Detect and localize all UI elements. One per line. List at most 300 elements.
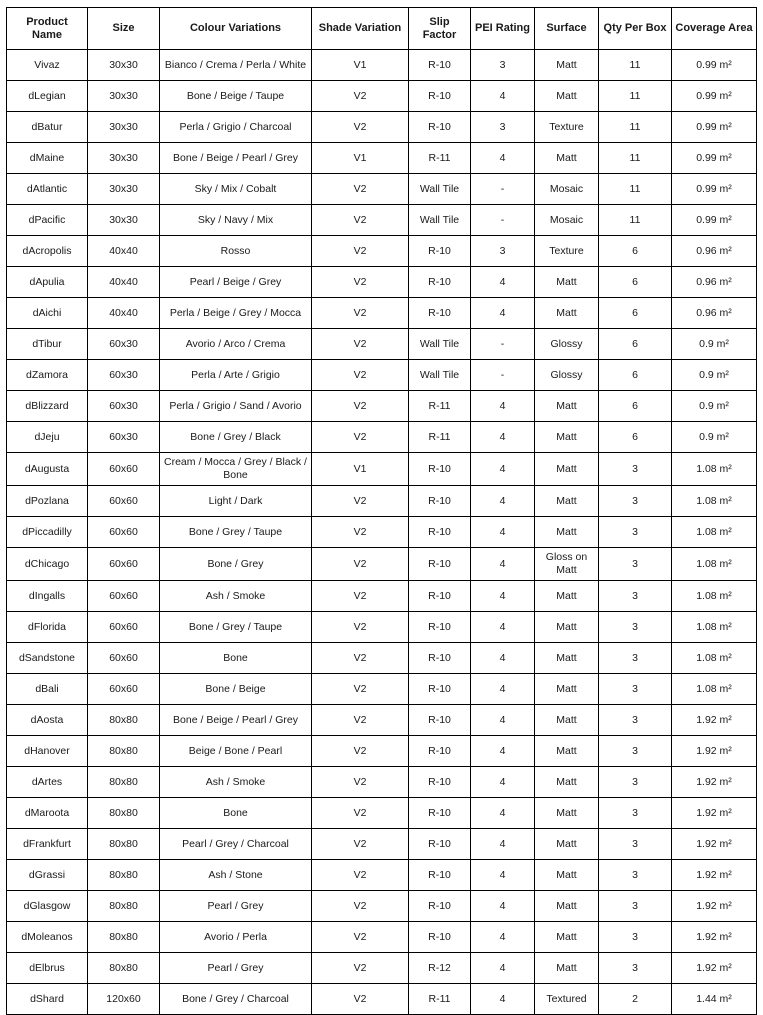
coverage-area-cell: 1.92 m²: [672, 705, 757, 736]
shade-variation-cell: V2: [312, 612, 409, 643]
coverage-area-cell: 0.96 m²: [672, 298, 757, 329]
qty-per-box-cell: 6: [599, 236, 672, 267]
qty-per-box-cell: 11: [599, 112, 672, 143]
shade-variation-cell: V2: [312, 391, 409, 422]
table-row: [7, 298, 757, 329]
surface-cell: Glossy: [535, 360, 599, 391]
colour-variations-cell: Sky / Mix / Cobalt: [160, 174, 312, 205]
surface-cell: Matt: [535, 517, 599, 548]
pei-rating-cell: 4: [471, 674, 535, 705]
shade-variation-cell: V2: [312, 984, 409, 1015]
product-name-cell: dLegian: [7, 81, 88, 112]
qty-per-box-cell: 3: [599, 891, 672, 922]
shade-variation-cell: V2: [312, 705, 409, 736]
product-name-cell: dAosta: [7, 705, 88, 736]
size-cell: 80x80: [88, 705, 160, 736]
colour-variations-cell: Pearl / Grey / Charcoal: [160, 829, 312, 860]
slip-factor-cell: R-10: [409, 453, 471, 486]
pei-rating-cell: 4: [471, 705, 535, 736]
product-name-cell: dFrankfurt: [7, 829, 88, 860]
coverage-area-cell: 0.96 m²: [672, 267, 757, 298]
slip-factor-cell: R-10: [409, 612, 471, 643]
surface-cell: Matt: [535, 612, 599, 643]
table-row: [7, 453, 757, 486]
coverage-area-cell: 1.92 m²: [672, 953, 757, 984]
pei-rating-cell: 4: [471, 391, 535, 422]
shade-variation-cell: V2: [312, 298, 409, 329]
colour-variations-cell: Pearl / Grey: [160, 891, 312, 922]
size-cell: 30x30: [88, 174, 160, 205]
surface-cell: Matt: [535, 422, 599, 453]
qty-per-box-cell: 3: [599, 453, 672, 486]
table-row: [7, 891, 757, 922]
product-name-cell: dArtes: [7, 767, 88, 798]
size-cell: 40x40: [88, 267, 160, 298]
slip-factor-cell: R-10: [409, 486, 471, 517]
table-row: [7, 517, 757, 548]
size-cell: 80x80: [88, 891, 160, 922]
shade-variation-cell: V2: [312, 360, 409, 391]
product-name-cell: dMaroota: [7, 798, 88, 829]
surface-cell: Matt: [535, 453, 599, 486]
coverage-area-cell: 1.08 m²: [672, 612, 757, 643]
slip-factor-cell: R-10: [409, 643, 471, 674]
size-cell: 30x30: [88, 205, 160, 236]
table-row: [7, 486, 757, 517]
slip-factor-cell: R-10: [409, 798, 471, 829]
coverage-area-cell: 1.08 m²: [672, 548, 757, 581]
shade-variation-cell: V2: [312, 860, 409, 891]
column-header-slip-factor: Slip Factor: [409, 8, 471, 50]
size-cell: 30x30: [88, 112, 160, 143]
coverage-area-cell: 1.92 m²: [672, 798, 757, 829]
coverage-area-cell: 0.9 m²: [672, 391, 757, 422]
pei-rating-cell: 4: [471, 453, 535, 486]
size-cell: 80x80: [88, 860, 160, 891]
pei-rating-cell: 4: [471, 143, 535, 174]
slip-factor-cell: R-10: [409, 767, 471, 798]
product-name-cell: dAichi: [7, 298, 88, 329]
surface-cell: Matt: [535, 298, 599, 329]
qty-per-box-cell: 3: [599, 953, 672, 984]
shade-variation-cell: V2: [312, 798, 409, 829]
shade-variation-cell: V2: [312, 486, 409, 517]
coverage-area-cell: 1.08 m²: [672, 643, 757, 674]
shade-variation-cell: V2: [312, 829, 409, 860]
qty-per-box-cell: 3: [599, 767, 672, 798]
pei-rating-cell: 4: [471, 829, 535, 860]
surface-cell: Matt: [535, 81, 599, 112]
surface-cell: Matt: [535, 486, 599, 517]
slip-factor-cell: R-10: [409, 736, 471, 767]
pei-rating-cell: 4: [471, 984, 535, 1015]
slip-factor-cell: R-10: [409, 517, 471, 548]
qty-per-box-cell: 11: [599, 143, 672, 174]
product-name-cell: dFlorida: [7, 612, 88, 643]
coverage-area-cell: 0.9 m²: [672, 360, 757, 391]
slip-factor-cell: R-10: [409, 236, 471, 267]
slip-factor-cell: Wall Tile: [409, 360, 471, 391]
size-cell: 120x60: [88, 984, 160, 1015]
qty-per-box-cell: 3: [599, 829, 672, 860]
colour-variations-cell: Sky / Navy / Mix: [160, 205, 312, 236]
qty-per-box-cell: 3: [599, 486, 672, 517]
slip-factor-cell: R-10: [409, 860, 471, 891]
table-row: [7, 736, 757, 767]
pei-rating-cell: 4: [471, 486, 535, 517]
shade-variation-cell: V2: [312, 236, 409, 267]
colour-variations-cell: Bone: [160, 798, 312, 829]
size-cell: 60x60: [88, 581, 160, 612]
shade-variation-cell: V2: [312, 548, 409, 581]
size-cell: 60x30: [88, 422, 160, 453]
size-cell: 80x80: [88, 829, 160, 860]
surface-cell: Matt: [535, 922, 599, 953]
table-row: [7, 953, 757, 984]
table-row: [7, 581, 757, 612]
header-row: [7, 8, 757, 50]
coverage-area-cell: 0.99 m²: [672, 174, 757, 205]
qty-per-box-cell: 3: [599, 860, 672, 891]
size-cell: 60x60: [88, 643, 160, 674]
shade-variation-cell: V2: [312, 267, 409, 298]
surface-cell: Matt: [535, 798, 599, 829]
product-spec-table: [6, 7, 757, 1015]
size-cell: 80x80: [88, 736, 160, 767]
shade-variation-cell: V2: [312, 674, 409, 705]
shade-variation-cell: V1: [312, 143, 409, 174]
colour-variations-cell: Perla / Beige / Grey / Mocca: [160, 298, 312, 329]
size-cell: 80x80: [88, 767, 160, 798]
coverage-area-cell: 1.08 m²: [672, 486, 757, 517]
table-row: [7, 643, 757, 674]
coverage-area-cell: 0.96 m²: [672, 236, 757, 267]
slip-factor-cell: R-10: [409, 81, 471, 112]
qty-per-box-cell: 3: [599, 643, 672, 674]
colour-variations-cell: Bone / Grey: [160, 548, 312, 581]
table-row: [7, 798, 757, 829]
product-name-cell: dAugusta: [7, 453, 88, 486]
size-cell: 60x60: [88, 612, 160, 643]
table-row: [7, 267, 757, 298]
shade-variation-cell: V2: [312, 922, 409, 953]
pei-rating-cell: 4: [471, 81, 535, 112]
size-cell: 60x30: [88, 360, 160, 391]
surface-cell: Matt: [535, 829, 599, 860]
product-name-cell: dPiccadilly: [7, 517, 88, 548]
product-name-cell: dAtlantic: [7, 174, 88, 205]
size-cell: 80x80: [88, 922, 160, 953]
qty-per-box-cell: 3: [599, 736, 672, 767]
shade-variation-cell: V2: [312, 643, 409, 674]
slip-factor-cell: R-11: [409, 391, 471, 422]
pei-rating-cell: 4: [471, 298, 535, 329]
table-row: [7, 860, 757, 891]
size-cell: 60x30: [88, 329, 160, 360]
coverage-area-cell: 0.99 m²: [672, 50, 757, 81]
product-name-cell: dTibur: [7, 329, 88, 360]
surface-cell: Glossy: [535, 329, 599, 360]
shade-variation-cell: V2: [312, 422, 409, 453]
shade-variation-cell: V2: [312, 581, 409, 612]
product-name-cell: dPacific: [7, 205, 88, 236]
surface-cell: Textured: [535, 984, 599, 1015]
pei-rating-cell: -: [471, 174, 535, 205]
slip-factor-cell: Wall Tile: [409, 205, 471, 236]
table-row: [7, 612, 757, 643]
table-row: [7, 50, 757, 81]
pei-rating-cell: 4: [471, 612, 535, 643]
surface-cell: Matt: [535, 267, 599, 298]
slip-factor-cell: R-10: [409, 891, 471, 922]
product-name-cell: dMaine: [7, 143, 88, 174]
table-row: [7, 329, 757, 360]
colour-variations-cell: Bone / Grey / Taupe: [160, 612, 312, 643]
qty-per-box-cell: 11: [599, 205, 672, 236]
shade-variation-cell: V1: [312, 453, 409, 486]
shade-variation-cell: V2: [312, 891, 409, 922]
surface-cell: Mosaic: [535, 174, 599, 205]
column-header-coverage-area: Coverage Area: [672, 8, 757, 50]
column-header-qty-per-box: Qty Per Box: [599, 8, 672, 50]
surface-cell: Matt: [535, 391, 599, 422]
column-header-size: Size: [88, 8, 160, 50]
table-row: [7, 705, 757, 736]
colour-variations-cell: Bone / Grey / Charcoal: [160, 984, 312, 1015]
qty-per-box-cell: 3: [599, 705, 672, 736]
coverage-area-cell: 1.92 m²: [672, 829, 757, 860]
slip-factor-cell: R-11: [409, 143, 471, 174]
product-name-cell: dBatur: [7, 112, 88, 143]
coverage-area-cell: 0.99 m²: [672, 112, 757, 143]
colour-variations-cell: Bone / Beige / Pearl / Grey: [160, 705, 312, 736]
slip-factor-cell: R-10: [409, 581, 471, 612]
coverage-area-cell: 1.92 m²: [672, 736, 757, 767]
size-cell: 60x60: [88, 453, 160, 486]
qty-per-box-cell: 3: [599, 612, 672, 643]
surface-cell: Matt: [535, 891, 599, 922]
shade-variation-cell: V2: [312, 953, 409, 984]
pei-rating-cell: 4: [471, 922, 535, 953]
product-name-cell: dGrassi: [7, 860, 88, 891]
product-name-cell: dJeju: [7, 422, 88, 453]
shade-variation-cell: V2: [312, 112, 409, 143]
qty-per-box-cell: 6: [599, 391, 672, 422]
table-row: [7, 143, 757, 174]
product-name-cell: dSandstone: [7, 643, 88, 674]
size-cell: 30x30: [88, 81, 160, 112]
coverage-area-cell: 1.08 m²: [672, 453, 757, 486]
product-name-cell: dZamora: [7, 360, 88, 391]
colour-variations-cell: Light / Dark: [160, 486, 312, 517]
size-cell: 60x60: [88, 486, 160, 517]
qty-per-box-cell: 3: [599, 798, 672, 829]
surface-cell: Matt: [535, 674, 599, 705]
surface-cell: Matt: [535, 860, 599, 891]
qty-per-box-cell: 3: [599, 517, 672, 548]
colour-variations-cell: Avorio / Perla: [160, 922, 312, 953]
surface-cell: Matt: [535, 143, 599, 174]
colour-variations-cell: Pearl / Grey: [160, 953, 312, 984]
column-header-shade-variation: Shade Variation: [312, 8, 409, 50]
table-row: [7, 674, 757, 705]
colour-variations-cell: Bianco / Crema / Perla / White: [160, 50, 312, 81]
pei-rating-cell: 4: [471, 422, 535, 453]
surface-cell: Matt: [535, 581, 599, 612]
pei-rating-cell: 4: [471, 860, 535, 891]
coverage-area-cell: 0.99 m²: [672, 143, 757, 174]
column-header-surface: Surface: [535, 8, 599, 50]
product-name-cell: dShard: [7, 984, 88, 1015]
colour-variations-cell: Perla / Arte / Grigio: [160, 360, 312, 391]
shade-variation-cell: V2: [312, 767, 409, 798]
table-row: [7, 360, 757, 391]
qty-per-box-cell: 6: [599, 422, 672, 453]
shade-variation-cell: V2: [312, 329, 409, 360]
slip-factor-cell: R-10: [409, 922, 471, 953]
qty-per-box-cell: 11: [599, 50, 672, 81]
qty-per-box-cell: 3: [599, 674, 672, 705]
product-name-cell: dIngalls: [7, 581, 88, 612]
coverage-area-cell: 1.92 m²: [672, 860, 757, 891]
surface-cell: Mosaic: [535, 205, 599, 236]
product-name-cell: Vivaz: [7, 50, 88, 81]
size-cell: 60x60: [88, 517, 160, 548]
colour-variations-cell: Rosso: [160, 236, 312, 267]
product-name-cell: dPozlana: [7, 486, 88, 517]
slip-factor-cell: R-10: [409, 548, 471, 581]
table-row: [7, 422, 757, 453]
table-row: [7, 391, 757, 422]
size-cell: 40x40: [88, 236, 160, 267]
table-row: [7, 81, 757, 112]
size-cell: 80x80: [88, 798, 160, 829]
coverage-area-cell: 1.92 m²: [672, 891, 757, 922]
product-name-cell: dAcropolis: [7, 236, 88, 267]
size-cell: 60x30: [88, 391, 160, 422]
pei-rating-cell: 4: [471, 517, 535, 548]
table-row: [7, 922, 757, 953]
size-cell: 60x60: [88, 548, 160, 581]
colour-variations-cell: Bone / Beige: [160, 674, 312, 705]
coverage-area-cell: 1.08 m²: [672, 581, 757, 612]
slip-factor-cell: R-10: [409, 705, 471, 736]
qty-per-box-cell: 6: [599, 360, 672, 391]
coverage-area-cell: 1.08 m²: [672, 517, 757, 548]
colour-variations-cell: Bone / Grey / Taupe: [160, 517, 312, 548]
shade-variation-cell: V2: [312, 736, 409, 767]
pei-rating-cell: -: [471, 360, 535, 391]
surface-cell: Matt: [535, 953, 599, 984]
qty-per-box-cell: 3: [599, 581, 672, 612]
pei-rating-cell: 4: [471, 643, 535, 674]
shade-variation-cell: V2: [312, 517, 409, 548]
qty-per-box-cell: 11: [599, 81, 672, 112]
pei-rating-cell: 3: [471, 236, 535, 267]
slip-factor-cell: R-10: [409, 50, 471, 81]
surface-cell: Texture: [535, 112, 599, 143]
table-row: [7, 984, 757, 1015]
surface-cell: Matt: [535, 50, 599, 81]
surface-cell: Matt: [535, 643, 599, 674]
product-name-cell: dBali: [7, 674, 88, 705]
colour-variations-cell: Bone / Grey / Black: [160, 422, 312, 453]
surface-cell: Gloss on Matt: [535, 548, 599, 581]
shade-variation-cell: V2: [312, 205, 409, 236]
table-row: [7, 548, 757, 581]
surface-cell: Matt: [535, 736, 599, 767]
pei-rating-cell: 4: [471, 548, 535, 581]
product-name-cell: dHanover: [7, 736, 88, 767]
pei-rating-cell: -: [471, 329, 535, 360]
qty-per-box-cell: 6: [599, 298, 672, 329]
size-cell: 80x80: [88, 953, 160, 984]
table-row: [7, 112, 757, 143]
table-row: [7, 205, 757, 236]
coverage-area-cell: 1.08 m²: [672, 674, 757, 705]
qty-per-box-cell: 3: [599, 548, 672, 581]
colour-variations-cell: Cream / Mocca / Grey / Black / Bone: [160, 453, 312, 486]
slip-factor-cell: Wall Tile: [409, 174, 471, 205]
size-cell: 30x30: [88, 50, 160, 81]
pei-rating-cell: 4: [471, 891, 535, 922]
pei-rating-cell: 4: [471, 581, 535, 612]
coverage-area-cell: 0.99 m²: [672, 81, 757, 112]
colour-variations-cell: Avorio / Arco / Crema: [160, 329, 312, 360]
qty-per-box-cell: 2: [599, 984, 672, 1015]
slip-factor-cell: R-10: [409, 829, 471, 860]
colour-variations-cell: Bone / Beige / Pearl / Grey: [160, 143, 312, 174]
shade-variation-cell: V1: [312, 50, 409, 81]
slip-factor-cell: R-11: [409, 984, 471, 1015]
surface-cell: Texture: [535, 236, 599, 267]
coverage-area-cell: 1.92 m²: [672, 767, 757, 798]
pei-rating-cell: 4: [471, 267, 535, 298]
size-cell: 40x40: [88, 298, 160, 329]
size-cell: 30x30: [88, 143, 160, 174]
size-cell: 60x60: [88, 674, 160, 705]
shade-variation-cell: V2: [312, 174, 409, 205]
table-row: [7, 236, 757, 267]
pei-rating-cell: 3: [471, 50, 535, 81]
qty-per-box-cell: 3: [599, 922, 672, 953]
qty-per-box-cell: 11: [599, 174, 672, 205]
product-name-cell: dChicago: [7, 548, 88, 581]
table-row: [7, 767, 757, 798]
colour-variations-cell: Beige / Bone / Pearl: [160, 736, 312, 767]
colour-variations-cell: Ash / Stone: [160, 860, 312, 891]
colour-variations-cell: Ash / Smoke: [160, 767, 312, 798]
slip-factor-cell: R-10: [409, 112, 471, 143]
colour-variations-cell: Perla / Grigio / Charcoal: [160, 112, 312, 143]
colour-variations-cell: Ash / Smoke: [160, 581, 312, 612]
coverage-area-cell: 0.99 m²: [672, 205, 757, 236]
product-name-cell: dApulia: [7, 267, 88, 298]
qty-per-box-cell: 6: [599, 329, 672, 360]
shade-variation-cell: V2: [312, 81, 409, 112]
slip-factor-cell: R-12: [409, 953, 471, 984]
pei-rating-cell: 3: [471, 112, 535, 143]
table-row: [7, 174, 757, 205]
coverage-area-cell: 1.92 m²: [672, 922, 757, 953]
slip-factor-cell: R-10: [409, 674, 471, 705]
product-name-cell: dMoleanos: [7, 922, 88, 953]
surface-cell: Matt: [535, 705, 599, 736]
pei-rating-cell: -: [471, 205, 535, 236]
qty-per-box-cell: 6: [599, 267, 672, 298]
colour-variations-cell: Pearl / Beige / Grey: [160, 267, 312, 298]
product-name-cell: dElbrus: [7, 953, 88, 984]
